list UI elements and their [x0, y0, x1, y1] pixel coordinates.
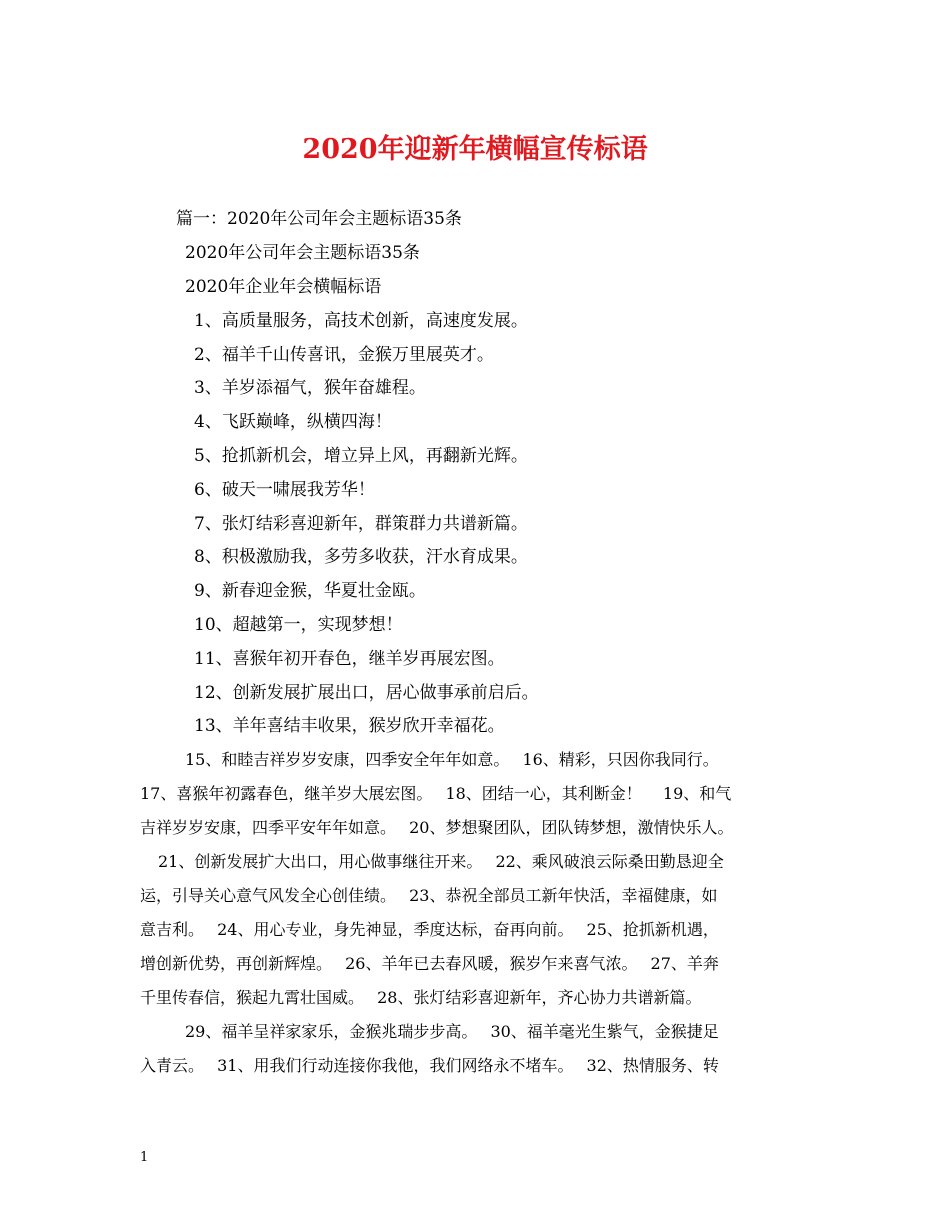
- text-line: 2020年企业年会横幅标语: [185, 277, 382, 297]
- text-line: 入青云。 31、用我们行动连接你我他，我们网络永不堵车。 32、热情服务、转: [140, 1056, 719, 1075]
- text-line: 13、羊年喜结丰收果，猴岁欣开幸福花。: [194, 716, 505, 736]
- document-title: 2020年迎新年横幅宣传标语: [302, 134, 648, 165]
- text-line: 6、破天一啸展我芳华！: [194, 480, 375, 500]
- text-line: 29、福羊呈祥家家乐，金猴兆瑞步步高。 30、福羊毫光生紫气，金猴捷足: [185, 1022, 719, 1041]
- text-line: 运，引导关心意气风发全心创佳绩。 23、恭祝全部员工新年快活，幸福健康，如: [140, 886, 718, 905]
- text-line: 千里传春信，猴起九霄壮国威。 28、张灯结彩喜迎新年，齐心协力共谱新篇。: [140, 988, 702, 1007]
- text-line: 17、喜猴年初露春色，继羊岁大展宏图。 18、团结一心，其利断金！ 19、和气: [140, 784, 732, 803]
- text-line: 10、超越第一，实现梦想！: [194, 615, 403, 635]
- page-number: 1: [140, 1150, 149, 1165]
- text-line: 5、抢抓新机会，增立异上风，再翻新光辉。: [194, 446, 528, 466]
- text-line: 9、新春迎金猴，华夏壮金瓯。: [194, 581, 426, 601]
- text-line: 增创新优势，再创新辉煌。 26、羊年已去春风暖，猴岁乍来喜气浓。 27、羊奔: [140, 954, 719, 973]
- text-line: 8、积极激励我，多劳多收获，汗水育成果。: [194, 547, 528, 567]
- text-line: 15、和睦吉祥岁岁安康，四季安全年年如意。 16、精彩，只因你我同行。: [185, 750, 719, 769]
- text-line: 21、创新发展扩大出口，用心做事继往开来。 22、乘风破浪云际桑田勤恳迎全: [158, 852, 724, 871]
- text-line: 2、福羊千山传喜讯，金猴万里展英才。: [194, 345, 494, 365]
- text-line: 12、创新发展扩展出口，居心做事承前启后。: [194, 683, 539, 703]
- text-line: 意吉利。 24、用心专业，身先神显，季度达标，奋再向前。 25、抢抓新机遇，: [140, 920, 719, 939]
- text-line: 1、高质量服务，高技术创新，高速度发展。: [194, 311, 528, 331]
- text-line: 篇一：2020年公司年会主题标语35条: [176, 209, 462, 229]
- text-line: 11、喜猴年初开春色，继羊岁再展宏图。: [194, 649, 505, 669]
- text-line: 2020年公司年会主题标语35条: [185, 243, 420, 263]
- text-line: 3、羊岁添福气，猴年奋雄程。: [194, 378, 426, 398]
- text-line: 4、飞跃巅峰，纵横四海！: [194, 412, 392, 432]
- text-line: 7、张灯结彩喜迎新年，群策群力共谱新篇。: [194, 514, 528, 534]
- text-line: 吉祥岁岁安康，四季平安年年如意。 20、梦想聚团队，团队铸梦想，激情快乐人。: [140, 818, 734, 837]
